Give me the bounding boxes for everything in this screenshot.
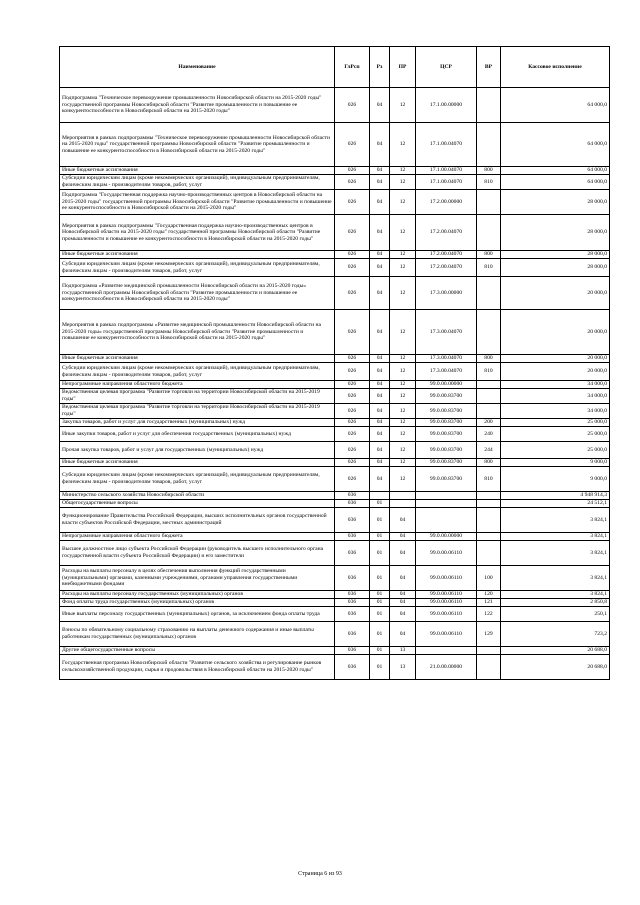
table-cell-vr: 810: [477, 259, 501, 277]
table-row: [60, 363, 610, 381]
table-cell-csr: 17.1.00.04070: [416, 175, 477, 190]
table-cell-vr: 810: [477, 467, 501, 492]
table-row: [60, 508, 610, 533]
table-cell-pr: 12: [390, 467, 416, 492]
table-row: [60, 647, 610, 655]
table-cell-grs: 026: [335, 123, 370, 167]
table-cell-rz: 01: [370, 599, 390, 607]
table-cell-csr: 99.0.00.83700: [416, 442, 477, 459]
table-cell-grs: 026: [335, 167, 370, 175]
table-row: [60, 381, 610, 389]
table-cell-amount: 3 824,1: [501, 566, 610, 591]
table-cell-rz: 01: [370, 622, 390, 647]
table-cell-vr: [477, 492, 501, 500]
table-cell-amount: 25 000,0: [501, 427, 610, 442]
table-cell-vr: 122: [477, 607, 501, 622]
table-row: [60, 622, 610, 647]
table-cell-csr: 99.0.00.83700: [416, 427, 477, 442]
header-grs: ГлРсп: [335, 47, 370, 88]
table-cell-csr: 99.0.00.83700: [416, 404, 477, 419]
table-cell-name: Субсидии юридическим лицам (кроме некоммерческих организаций), индивидуальным предпринимателям, физическим лицам - производителям товаров, работ, услуг: [60, 175, 335, 190]
table-cell-pr: 12: [390, 355, 416, 363]
table-cell-pr: 12: [390, 88, 416, 123]
table-cell-csr: 17.2.00.04070: [416, 259, 477, 277]
table-cell-name: Взносы по обязательному социальному страхованию на выплаты денежного содержания и иные выплаты работникам государственных (муниципальных) органов: [60, 622, 335, 647]
table-cell-amount: 28 000,0: [501, 251, 610, 259]
table-cell-csr: 99.0.00.06110: [416, 541, 477, 566]
table-cell-name: Субсидии юридическим лицам (кроме некоммерческих организаций), индивидуальным предпринимателям, физическим лицам - производителям товаров, работ, услуг: [60, 259, 335, 277]
table-cell-name: Субсидии юридическим лицам (кроме некоммерческих организаций), индивидуальным предпринимателям, физическим лицам - производителям товаров, работ, услуг: [60, 467, 335, 492]
table-cell-pr: 12: [390, 175, 416, 190]
table-cell-pr: 12: [390, 190, 416, 215]
table-cell-csr: 17.1.00.04070: [416, 167, 477, 175]
table-cell-pr: 12: [390, 442, 416, 459]
table-cell-name: Другие общегосударственные вопросы: [60, 647, 335, 655]
table-row: [60, 259, 610, 277]
table-cell-name: Расходы на выплаты персоналу в целях обеспечения выполнения функций государственными (муниципальными) органами, казенными учреждениями, органами управления государственными внебюджетными фондами: [60, 566, 335, 591]
table-cell-pr: 04: [390, 591, 416, 599]
table-cell-rz: 04: [370, 427, 390, 442]
table-cell-amount: 20 000,0: [501, 355, 610, 363]
table-cell-rz: 04: [370, 175, 390, 190]
table-cell-name: Мероприятия в рамках подпрограммы "Техническое перевооружение промышленности Новосибирской области на 2015-2020 годы" государственной программы Новосибирской области "Развитие промышленности и повышение ее конкурентоспособности в Новосибирской области на 2015-2020 годы": [60, 123, 335, 167]
table-cell-pr: 04: [390, 599, 416, 607]
table-cell-grs: 036: [335, 492, 370, 500]
table-cell-name: Непрограммные направления областного бюджета: [60, 381, 335, 389]
table-cell-grs: 026: [335, 88, 370, 123]
header-amount: Кассовое исполнение: [501, 47, 610, 88]
table-row: [60, 215, 610, 251]
table-cell-rz: 04: [370, 215, 390, 251]
table-cell-pr: 12: [390, 167, 416, 175]
table-cell-vr: 129: [477, 622, 501, 647]
table-cell-name: Государственная программа Новосибирской области "Развитие сельского хозяйства и регулирование рынков сельскохозяйственной продукции, сырья и продовольствия в Новосибирской области на 2015-2020 годы": [60, 655, 335, 680]
table-cell-grs: 036: [335, 607, 370, 622]
table-cell-vr: [477, 404, 501, 419]
table-cell-vr: [477, 500, 501, 508]
table-cell-grs: 026: [335, 190, 370, 215]
table-cell-vr: 800: [477, 167, 501, 175]
table-cell-vr: [477, 190, 501, 215]
table-cell-rz: 04: [370, 88, 390, 123]
table-row: [60, 389, 610, 404]
table-cell-vr: [477, 508, 501, 533]
table-cell-amount: 64 000,0: [501, 175, 610, 190]
table-cell-csr: [416, 492, 477, 500]
table-cell-vr: [477, 123, 501, 167]
table-cell-grs: 026: [335, 442, 370, 459]
table-row: [60, 500, 610, 508]
table-cell-grs: 026: [335, 467, 370, 492]
table-cell-grs: 026: [335, 404, 370, 419]
table-cell-csr: 17.3.00.04070: [416, 310, 477, 355]
table-cell-name: Ведомственная целевая программа "Развитие торговли на территории Новосибирской области на 2015-2019 годы": [60, 404, 335, 419]
table-cell-name: Закупка товаров, работ и услуг для государственных (муниципальных) нужд: [60, 419, 335, 427]
table-cell-amount: 64 000,0: [501, 88, 610, 123]
table-cell-grs: 026: [335, 389, 370, 404]
table-cell-csr: 17.3.00.04070: [416, 363, 477, 381]
table-cell-name: Подпрограмма "Государственная поддержка научно-производственных центров в Новосибирской области на 2015-2020 годы" государственной программы Новосибирской области "Развитие промышленности и повышение ее конкурентоспособности в Новосибирской области на 2015-2020 годы": [60, 190, 335, 215]
table-cell-pr: 04: [390, 566, 416, 591]
table-cell-grs: 026: [335, 251, 370, 259]
table-row: [60, 123, 610, 167]
table-cell-name: Иные бюджетные ассигнования: [60, 251, 335, 259]
table-cell-pr: 12: [390, 277, 416, 310]
table-cell-amount: 28 000,0: [501, 190, 610, 215]
table-cell-name: Ведомственная целевая программа "Развитие торговли на территории Новосибирской области на 2015-2019 годы": [60, 389, 335, 404]
table-cell-amount: 64 000,0: [501, 167, 610, 175]
table-cell-csr: 99.0.00.06110: [416, 566, 477, 591]
table-cell-rz: 04: [370, 442, 390, 459]
table-cell-grs: 026: [335, 355, 370, 363]
table-cell-grs: 036: [335, 500, 370, 508]
table-cell-grs: 026: [335, 215, 370, 251]
table-cell-vr: [477, 215, 501, 251]
table-cell-pr: 12: [390, 419, 416, 427]
table-cell-rz: 04: [370, 459, 390, 467]
table-cell-pr: 12: [390, 259, 416, 277]
table-cell-vr: [477, 389, 501, 404]
table-cell-amount: 28 000,0: [501, 259, 610, 277]
table-row: [60, 459, 610, 467]
table-cell-name: Иные выплаты персоналу государственных (муниципальных) органов, за исключением фонда оплаты труда: [60, 607, 335, 622]
table-cell-grs: 036: [335, 541, 370, 566]
table-row: [60, 607, 610, 622]
table-cell-amount: 20 688,0: [501, 655, 610, 680]
table-cell-rz: 04: [370, 190, 390, 215]
table-cell-vr: 100: [477, 566, 501, 591]
table-cell-rz: 04: [370, 467, 390, 492]
table-cell-amount: 34 000,0: [501, 404, 610, 419]
table-cell-name: Министерство сельского хозяйства Новосибирской области: [60, 492, 335, 500]
table-cell-rz: 04: [370, 310, 390, 355]
table-cell-vr: [477, 88, 501, 123]
table-cell-amount: 723,2: [501, 622, 610, 647]
table-cell-vr: [477, 647, 501, 655]
table-cell-amount: 3 824,1: [501, 541, 610, 566]
table-cell-csr: 99.0.00.83700: [416, 419, 477, 427]
table-cell-csr: [416, 508, 477, 533]
table-cell-pr: 04: [390, 508, 416, 533]
table-cell-amount: 25 000,0: [501, 442, 610, 459]
table-cell-rz: 04: [370, 381, 390, 389]
table-row: [60, 442, 610, 459]
table-cell-name: Мероприятия в рамках подпрограммы "Государственная поддержка научно-производственных центров в Новосибирской области на 2015-2020 годы" государственной программы Новосибирской области "Развитие промышленности и повышение ее конкурентоспособности в Новосибирской области на 2015-2020 годы": [60, 215, 335, 251]
table-cell-pr: 12: [390, 389, 416, 404]
table-row: [60, 251, 610, 259]
table-cell-csr: 99.0.00.06110: [416, 607, 477, 622]
table-cell-grs: 036: [335, 599, 370, 607]
table-cell-grs: 026: [335, 419, 370, 427]
table-cell-pr: 13: [390, 647, 416, 655]
table-cell-grs: 036: [335, 647, 370, 655]
table-cell-vr: [477, 655, 501, 680]
table-cell-rz: 04: [370, 419, 390, 427]
table-cell-rz: 04: [370, 355, 390, 363]
table-cell-rz: 01: [370, 607, 390, 622]
table-cell-pr: 12: [390, 310, 416, 355]
table-row: [60, 533, 610, 541]
table-cell-pr: 04: [390, 533, 416, 541]
table-cell-pr: 04: [390, 607, 416, 622]
table-cell-rz: 04: [370, 363, 390, 381]
table-cell-vr: [477, 277, 501, 310]
table-cell-rz: 01: [370, 533, 390, 541]
table-cell-csr: [416, 500, 477, 508]
table-cell-grs: 036: [335, 591, 370, 599]
table-cell-pr: 12: [390, 363, 416, 381]
table-cell-csr: 99.0.00.00000: [416, 381, 477, 389]
table-cell-amount: 20 688,0: [501, 647, 610, 655]
table-row: [60, 591, 610, 599]
table-cell-rz: 04: [370, 389, 390, 404]
header-csr: ЦСР: [416, 47, 477, 88]
table-cell-grs: 036: [335, 508, 370, 533]
table-cell-amount: 9 000,0: [501, 459, 610, 467]
table-cell-amount: 34 000,0: [501, 389, 610, 404]
table-row: [60, 355, 610, 363]
table-cell-pr: 13: [390, 655, 416, 680]
table-cell-amount: 25 000,0: [501, 419, 610, 427]
table-row: [60, 655, 610, 680]
table-cell-name: Иные бюджетные ассигнования: [60, 355, 335, 363]
table-cell-amount: 64 000,0: [501, 123, 610, 167]
table-cell-vr: 800: [477, 355, 501, 363]
table-cell-grs: 036: [335, 655, 370, 680]
table-cell-name: Прочая закупка товаров, работ и услуг для государственных (муниципальных) нужд: [60, 442, 335, 459]
header-vr: ВР: [477, 47, 501, 88]
table-cell-grs: 036: [335, 622, 370, 647]
table-cell-vr: 120: [477, 591, 501, 599]
table-cell-vr: 810: [477, 175, 501, 190]
table-cell-name: Субсидии юридическим лицам (кроме некоммерческих организаций), индивидуальным предпринимателям, физическим лицам - производителям товаров, работ, услуг: [60, 363, 335, 381]
table-header-row: [60, 47, 610, 88]
table-cell-csr: 99.0.00.06110: [416, 622, 477, 647]
table-cell-rz: 04: [370, 277, 390, 310]
table-cell-rz: 04: [370, 259, 390, 277]
table-body: [60, 88, 610, 680]
table-cell-vr: 121: [477, 599, 501, 607]
table-cell-pr: 12: [390, 459, 416, 467]
table-cell-pr: 04: [390, 622, 416, 647]
table-cell-csr: 17.2.00.04070: [416, 215, 477, 251]
table-cell-csr: 17.2.00.00000: [416, 190, 477, 215]
table-cell-pr: 12: [390, 427, 416, 442]
table-cell-amount: 20 000,0: [501, 277, 610, 310]
table-cell-vr: [477, 381, 501, 389]
table-cell-name: Иные бюджетные ассигнования: [60, 167, 335, 175]
table-cell-pr: 12: [390, 404, 416, 419]
header-pr: ПР: [390, 47, 416, 88]
table-cell-vr: [477, 533, 501, 541]
table-cell-pr: 12: [390, 381, 416, 389]
table-cell-rz: 01: [370, 647, 390, 655]
table-cell-csr: 17.3.00.00000: [416, 277, 477, 310]
table-cell-amount: 20 000,0: [501, 363, 610, 381]
table-cell-amount: 2 850,8: [501, 599, 610, 607]
table-row: [60, 566, 610, 591]
table-cell-rz: 04: [370, 167, 390, 175]
table-cell-name: Общегосударственные вопросы: [60, 500, 335, 508]
table-cell-grs: 026: [335, 259, 370, 277]
table-cell-vr: 240: [477, 427, 501, 442]
table-cell-grs: 026: [335, 277, 370, 310]
table-cell-amount: 3 824,1: [501, 533, 610, 541]
table-cell-csr: 99.0.00.06110: [416, 599, 477, 607]
table-row: [60, 599, 610, 607]
table-row: [60, 419, 610, 427]
table-cell-vr: [477, 541, 501, 566]
table-cell-amount: 28 000,0: [501, 215, 610, 251]
table-cell-name: Подпрограмма "Техническое перевооружение промышленности Новосибирской области на 2015-2020 годы" государственной программы Новосибирской области "Развитие промышленности и повышение ее конкурентоспособности в Новосибирской области на 2015-2020 годы": [60, 88, 335, 123]
table-cell-rz: 01: [370, 566, 390, 591]
header-rz: Рз: [370, 47, 390, 88]
table-cell-amount: 24 512,1: [501, 500, 610, 508]
table-cell-rz: 01: [370, 500, 390, 508]
table-row: [60, 492, 610, 500]
table-cell-name: Иные бюджетные ассигнования: [60, 459, 335, 467]
table-row: [60, 541, 610, 566]
table-row: [60, 277, 610, 310]
table-cell-rz: 04: [370, 123, 390, 167]
table-cell-pr: 04: [390, 541, 416, 566]
table-cell-amount: 3 824,1: [501, 591, 610, 599]
table-row: [60, 427, 610, 442]
table-cell-amount: 9 000,0: [501, 467, 610, 492]
table-cell-grs: 036: [335, 566, 370, 591]
table-cell-name: Иные закупки товаров, работ и услуг для обеспечения государственных (муниципальных) нужд: [60, 427, 335, 442]
table-cell-csr: [416, 647, 477, 655]
table-cell-amount: 20 000,0: [501, 310, 610, 355]
table-cell-grs: 026: [335, 381, 370, 389]
table-row: [60, 467, 610, 492]
table-row: [60, 88, 610, 123]
table-cell-vr: 800: [477, 459, 501, 467]
table-cell-grs: 026: [335, 175, 370, 190]
table-cell-rz: 01: [370, 541, 390, 566]
table-cell-pr: 12: [390, 251, 416, 259]
table-cell-amount: 34 000,0: [501, 381, 610, 389]
table-cell-grs: 036: [335, 533, 370, 541]
table-cell-rz: 01: [370, 591, 390, 599]
table-cell-rz: [370, 492, 390, 500]
table-cell-grs: 026: [335, 363, 370, 381]
table-cell-name: Расходы на выплаты персоналу государственных (муниципальных) органов: [60, 591, 335, 599]
table-cell-csr: 99.0.00.83700: [416, 467, 477, 492]
table-cell-pr: [390, 492, 416, 500]
table-cell-rz: 01: [370, 508, 390, 533]
table-cell-name: Подпрограмма «Развитие медицинской промышленности Новосибирской области на 2015-2020 годы» государственной программы Новосибирской области "Развитие промышленности и повышение ее конкурентоспособности в Новосибирской области на 2015-2020 годы": [60, 277, 335, 310]
table-cell-pr: 12: [390, 123, 416, 167]
page-number: Страница 6 из 93: [298, 871, 342, 877]
table-cell-grs: 026: [335, 427, 370, 442]
table-cell-amount: 3 824,1: [501, 508, 610, 533]
table-row: [60, 190, 610, 215]
table-cell-vr: 800: [477, 251, 501, 259]
table-cell-csr: 17.2.00.04070: [416, 251, 477, 259]
table-cell-csr: 17.1.00.00000: [416, 88, 477, 123]
table-cell-pr: 12: [390, 215, 416, 251]
table-cell-csr: 99.0.00.83700: [416, 459, 477, 467]
table-cell-vr: 810: [477, 363, 501, 381]
table-row: [60, 167, 610, 175]
table-cell-csr: 99.0.00.83700: [416, 389, 477, 404]
table-cell-csr: 99.0.00.00000: [416, 533, 477, 541]
table-cell-amount: 4 948 914,3: [501, 492, 610, 500]
table-cell-csr: 17.1.00.04070: [416, 123, 477, 167]
table-cell-vr: [477, 310, 501, 355]
header-name: Наименование: [60, 47, 335, 88]
table-cell-csr: 99.0.00.06110: [416, 591, 477, 599]
table-cell-vr: 200: [477, 419, 501, 427]
table-cell-name: Мероприятия в рамках подпрограммы «Развитие медицинской промышленности Новосибирской области на 2015-2020 годы» государственной программы Новосибирской области "Развитие промышленности и повышение ее конкурентоспособности в Новосибирской области на 2015-2020 годы": [60, 310, 335, 355]
table-cell-name: Функционирование Правительства Российской Федерации, высших исполнительных органов государственной власти субъектов Российской Федерации, местных администраций: [60, 508, 335, 533]
table-cell-grs: 026: [335, 459, 370, 467]
table-cell-pr: [390, 500, 416, 508]
budget-table: [59, 46, 610, 680]
table-cell-grs: 026: [335, 310, 370, 355]
table-row: [60, 404, 610, 419]
table-cell-csr: 21.0.00.00000: [416, 655, 477, 680]
table-cell-rz: 04: [370, 251, 390, 259]
table-cell-name: Высшее должностное лицо субъекта Российской Федерации (руководитель высшего исполнительного органа государственной власти субъекта Российской Федерации) и его заместители: [60, 541, 335, 566]
table-cell-vr: 244: [477, 442, 501, 459]
table-cell-rz: 01: [370, 655, 390, 680]
table-cell-name: Фонд оплаты труда государственных (муниципальных) органов: [60, 599, 335, 607]
table-cell-name: Непрограммные направления областного бюджета: [60, 533, 335, 541]
table-cell-csr: 17.3.00.04070: [416, 355, 477, 363]
table-cell-amount: 250,1: [501, 607, 610, 622]
table-row: [60, 310, 610, 355]
table-row: [60, 175, 610, 190]
table-cell-rz: 04: [370, 404, 390, 419]
